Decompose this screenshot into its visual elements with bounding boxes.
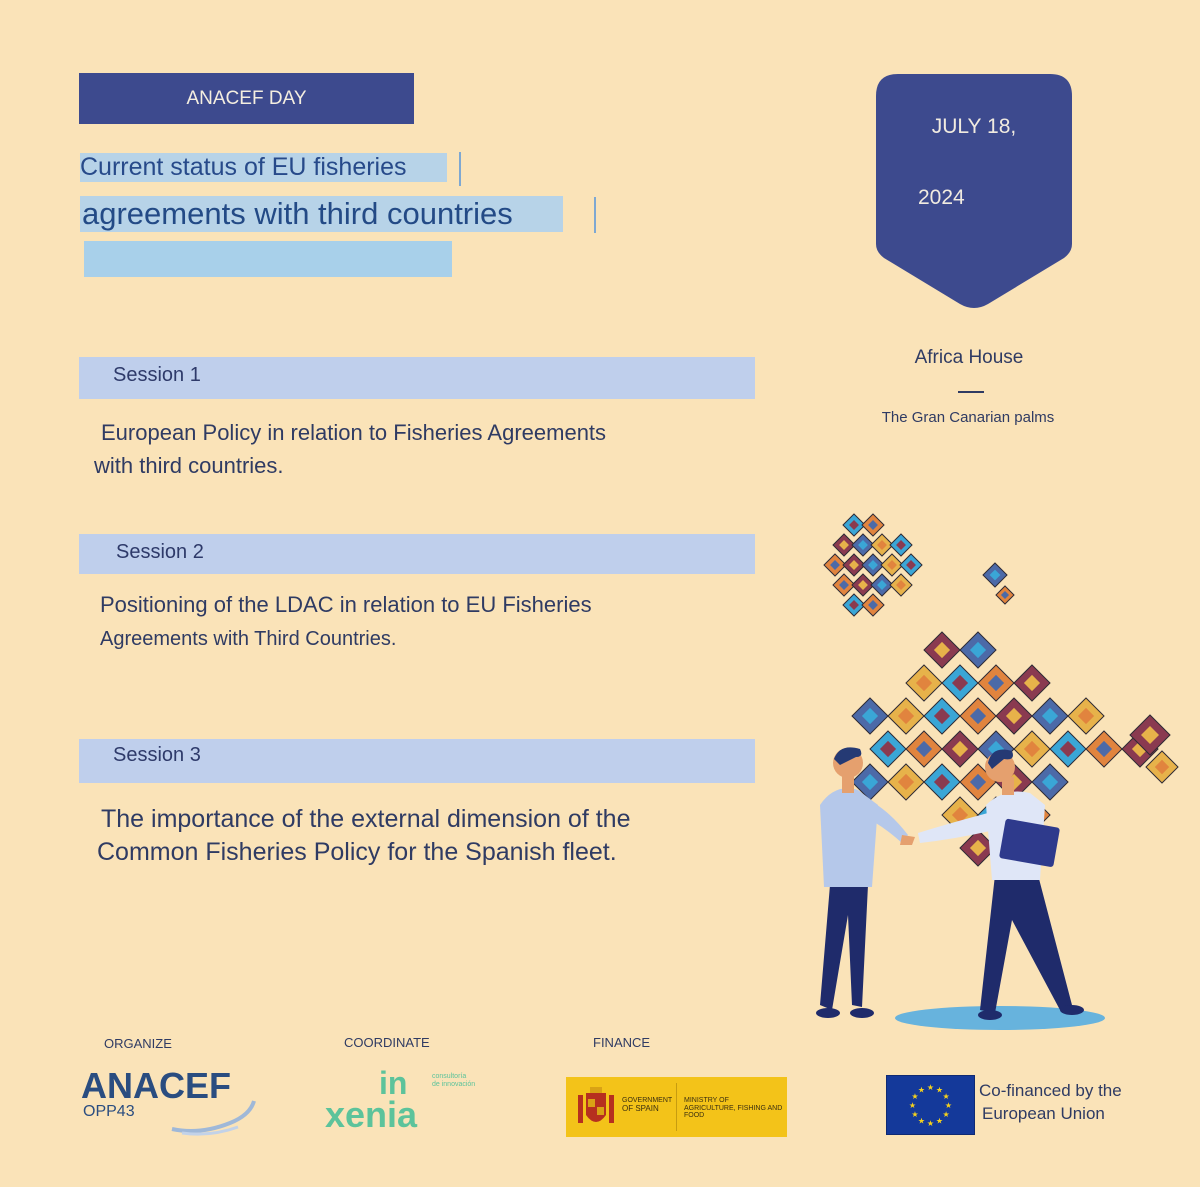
spain-coat-of-arms-icon (576, 1085, 616, 1131)
inxenia-logo (325, 1065, 418, 1136)
anacef-logo-sub: OPP43 (83, 1103, 135, 1120)
inxenia-logo-bottom: xenia (325, 1094, 418, 1136)
title-highlight-bar (84, 241, 452, 277)
venue-location: The Gran Canarian palms (881, 409, 1055, 426)
event-date-month-day: JULY 18, (931, 115, 1017, 138)
anacef-logo-name: ANACEF (81, 1065, 231, 1106)
organize-label: ORGANIZE (104, 1036, 172, 1051)
eu-star-icon: ★ (911, 1092, 919, 1101)
inxenia-logo-top: in (379, 1065, 408, 1101)
eu-star-icon: ★ (926, 1083, 935, 1092)
eu-star-icon: ★ (942, 1110, 950, 1119)
inxenia-tagline (432, 1073, 475, 1088)
government-of-spain-logo (566, 1077, 787, 1137)
eu-flag-icon (886, 1075, 975, 1135)
eu-star-icon: ★ (926, 1119, 935, 1128)
session-2-line2: Agreements with Third Countries. (100, 628, 397, 650)
session-2-label: Session 2 (116, 541, 204, 563)
eu-star-icon: ★ (917, 1085, 926, 1095)
eu-star-icon: ★ (935, 1116, 944, 1126)
eu-star-icon: ★ (944, 1101, 953, 1110)
session-3-label: Session 3 (113, 744, 201, 766)
session-3-line1: The importance of the external dimension of the (101, 805, 631, 833)
event-title-line2: agreements with third countries (80, 196, 563, 232)
inxenia-tagline-line1: consultoría (432, 1073, 467, 1080)
gov-divider (676, 1083, 677, 1131)
ministry-text-line2: AGRICULTURE, FISHING AND (684, 1104, 783, 1112)
eu-star-icon: ★ (908, 1101, 917, 1110)
ministry-text-line1: MINISTRY OF (684, 1097, 729, 1104)
date-badge (876, 74, 1072, 310)
finance-label: FINANCE (593, 1035, 651, 1050)
eu-star-icon: ★ (935, 1085, 944, 1095)
inxenia-tagline-line2: de innovación (432, 1080, 476, 1088)
venue-name: Africa House (914, 347, 1024, 368)
title-cursor-bar (459, 152, 461, 186)
session-1-line1: European Policy in relation to Fisheries Agreements (101, 420, 607, 445)
gov-text-line1: GOVERNMENT (622, 1097, 673, 1104)
venue-divider (958, 391, 984, 393)
fish-handshake-illustration (790, 505, 1190, 1035)
session-2-line1: Positioning of the LDAC in relation to EU Fisheries (100, 592, 592, 617)
session-1-label: Session 1 (113, 364, 201, 386)
anacef-wave-icon (170, 1095, 260, 1137)
event-title-line1: Current status of EU fisheries (80, 153, 447, 182)
eu-text-line1: Co-financed by the (979, 1081, 1122, 1100)
eu-star-icon: ★ (942, 1092, 950, 1101)
eu-star-icon: ★ (917, 1116, 926, 1126)
gov-text-line2: OF SPAIN (622, 1103, 659, 1113)
event-tag: ANACEF DAY (79, 73, 414, 124)
event-date-year: 2024 (918, 186, 965, 209)
coordinate-label: COORDINATE (344, 1035, 430, 1050)
ministry-text-line3: FOOD (684, 1112, 705, 1120)
small-fish-pattern-icon (824, 514, 1014, 616)
eu-cofinance-text (979, 1080, 1122, 1126)
eu-text-line2: European Union (982, 1103, 1105, 1123)
title-cursor-bar (594, 197, 596, 233)
session-1-line2: with third countries. (94, 453, 284, 478)
session-3-line2: Common Fisheries Policy for the Spanish fleet. (97, 838, 617, 866)
eu-star-icon: ★ (911, 1110, 919, 1119)
